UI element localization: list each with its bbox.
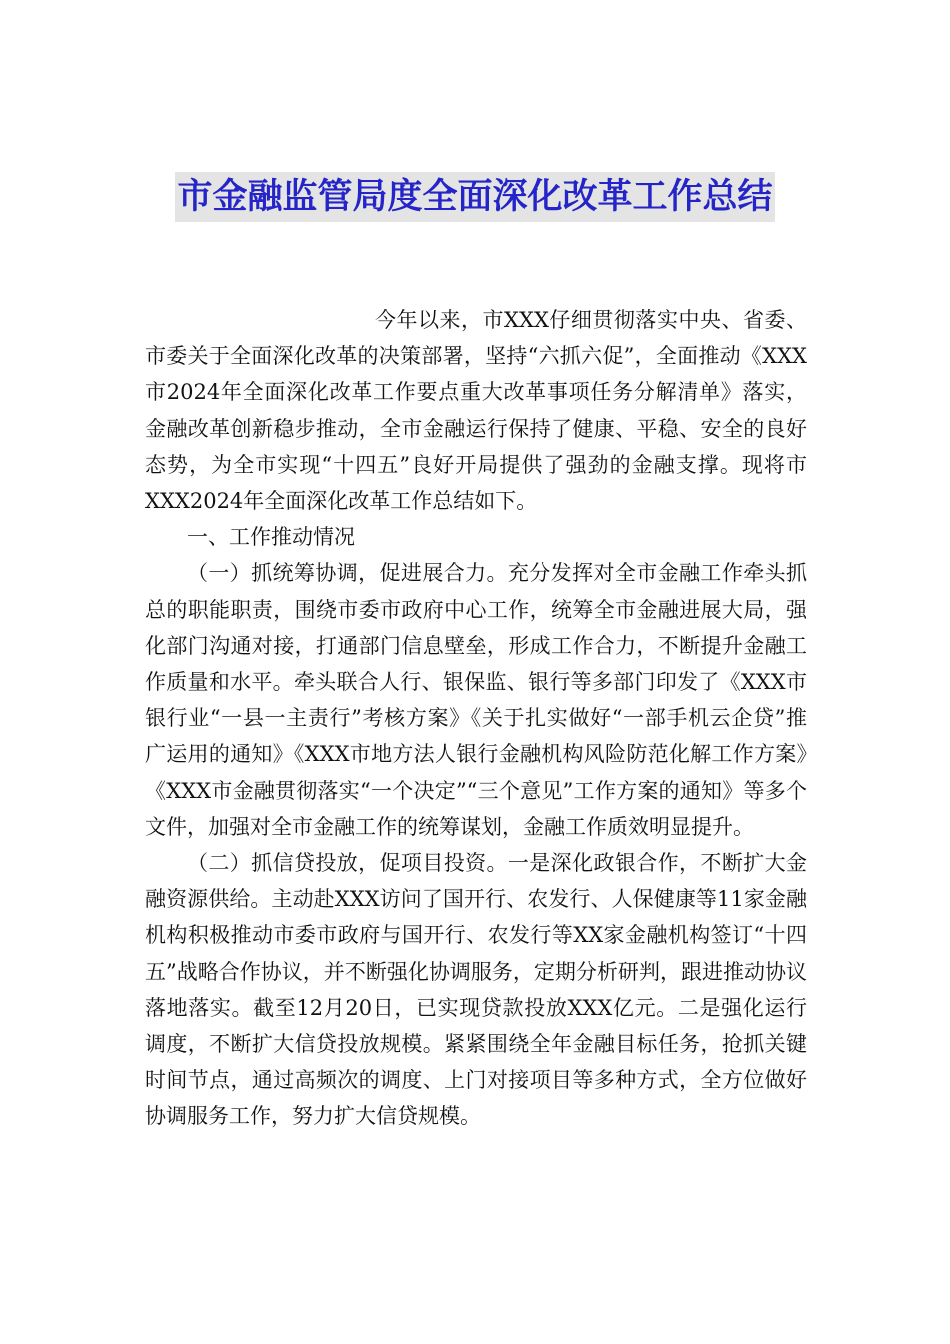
- section-heading: 一、工作推动情况: [187, 525, 355, 550]
- document-body: [145, 302, 807, 1135]
- intro-paragraph: 今年以来，市XXX仔细贯彻落实中央、省委、市委关于全面深化改革的决策部署，坚持“六抓六促”，全面推动《XXX市2024年全面深化改革工作要点重大改革事项任务分解清单》落实，金融改革创新稳步推动，全市金融运行保持了健康、平稳、安全的良好态势，为全市实现“十四五”良好开局提供了强劲的金融支撑。现将市XXX2024年全面深化改革工作总结如下。: [145, 308, 807, 514]
- document-title: 市金融监管局度全面深化改革工作总结: [175, 172, 774, 222]
- title-container: [0, 172, 950, 222]
- body-paragraph: （二）抓信贷投放，促项目投资。一是深化政银合作，不断扩大金融资源供给。主动赴XXX访问了国开行、农发行、人保健康等11家金融机构积极推动市委市政府与国开行、农发行等XX家金融机构签订“十四五”战略合作协议，并不断强化协调服务，定期分析研判，跟进推动协议落地落实。截至12月20日，已实现贷款投放XXX亿元。二是强化运行调度，不断扩大信贷投放规模。紧紧围绕全年金融目标任务，抢抓关键时间节点，通过高频次的调度、上门对接项目等多种方式，全方位做好协调服务工作，努力扩大信贷规模。: [145, 851, 807, 1129]
- body-paragraph: （一）抓统筹协调，促进展合力。充分发挥对全市金融工作牵头抓总的职能职责，围绕市委市政府中心工作，统筹全市金融进展大局，强化部门沟通对接，打通部门信息壁垒，形成工作合力，不断提升金融工作质量和水平。牵头联合人行、银保监、银行等多部门印发了《XXX市银行业“一县一主责行”考核方案》《关于扎实做好“一部手机云企贷”推广运用的通知》《XXX市地方法人银行金融机构风险防范化解工作方案》《XXX市金融贯彻落实“一个决定”“三个意见”工作方案的通知》等多个文件，加强对全市金融工作的统筹谋划，金融工作质效明显提升。: [145, 561, 807, 839]
